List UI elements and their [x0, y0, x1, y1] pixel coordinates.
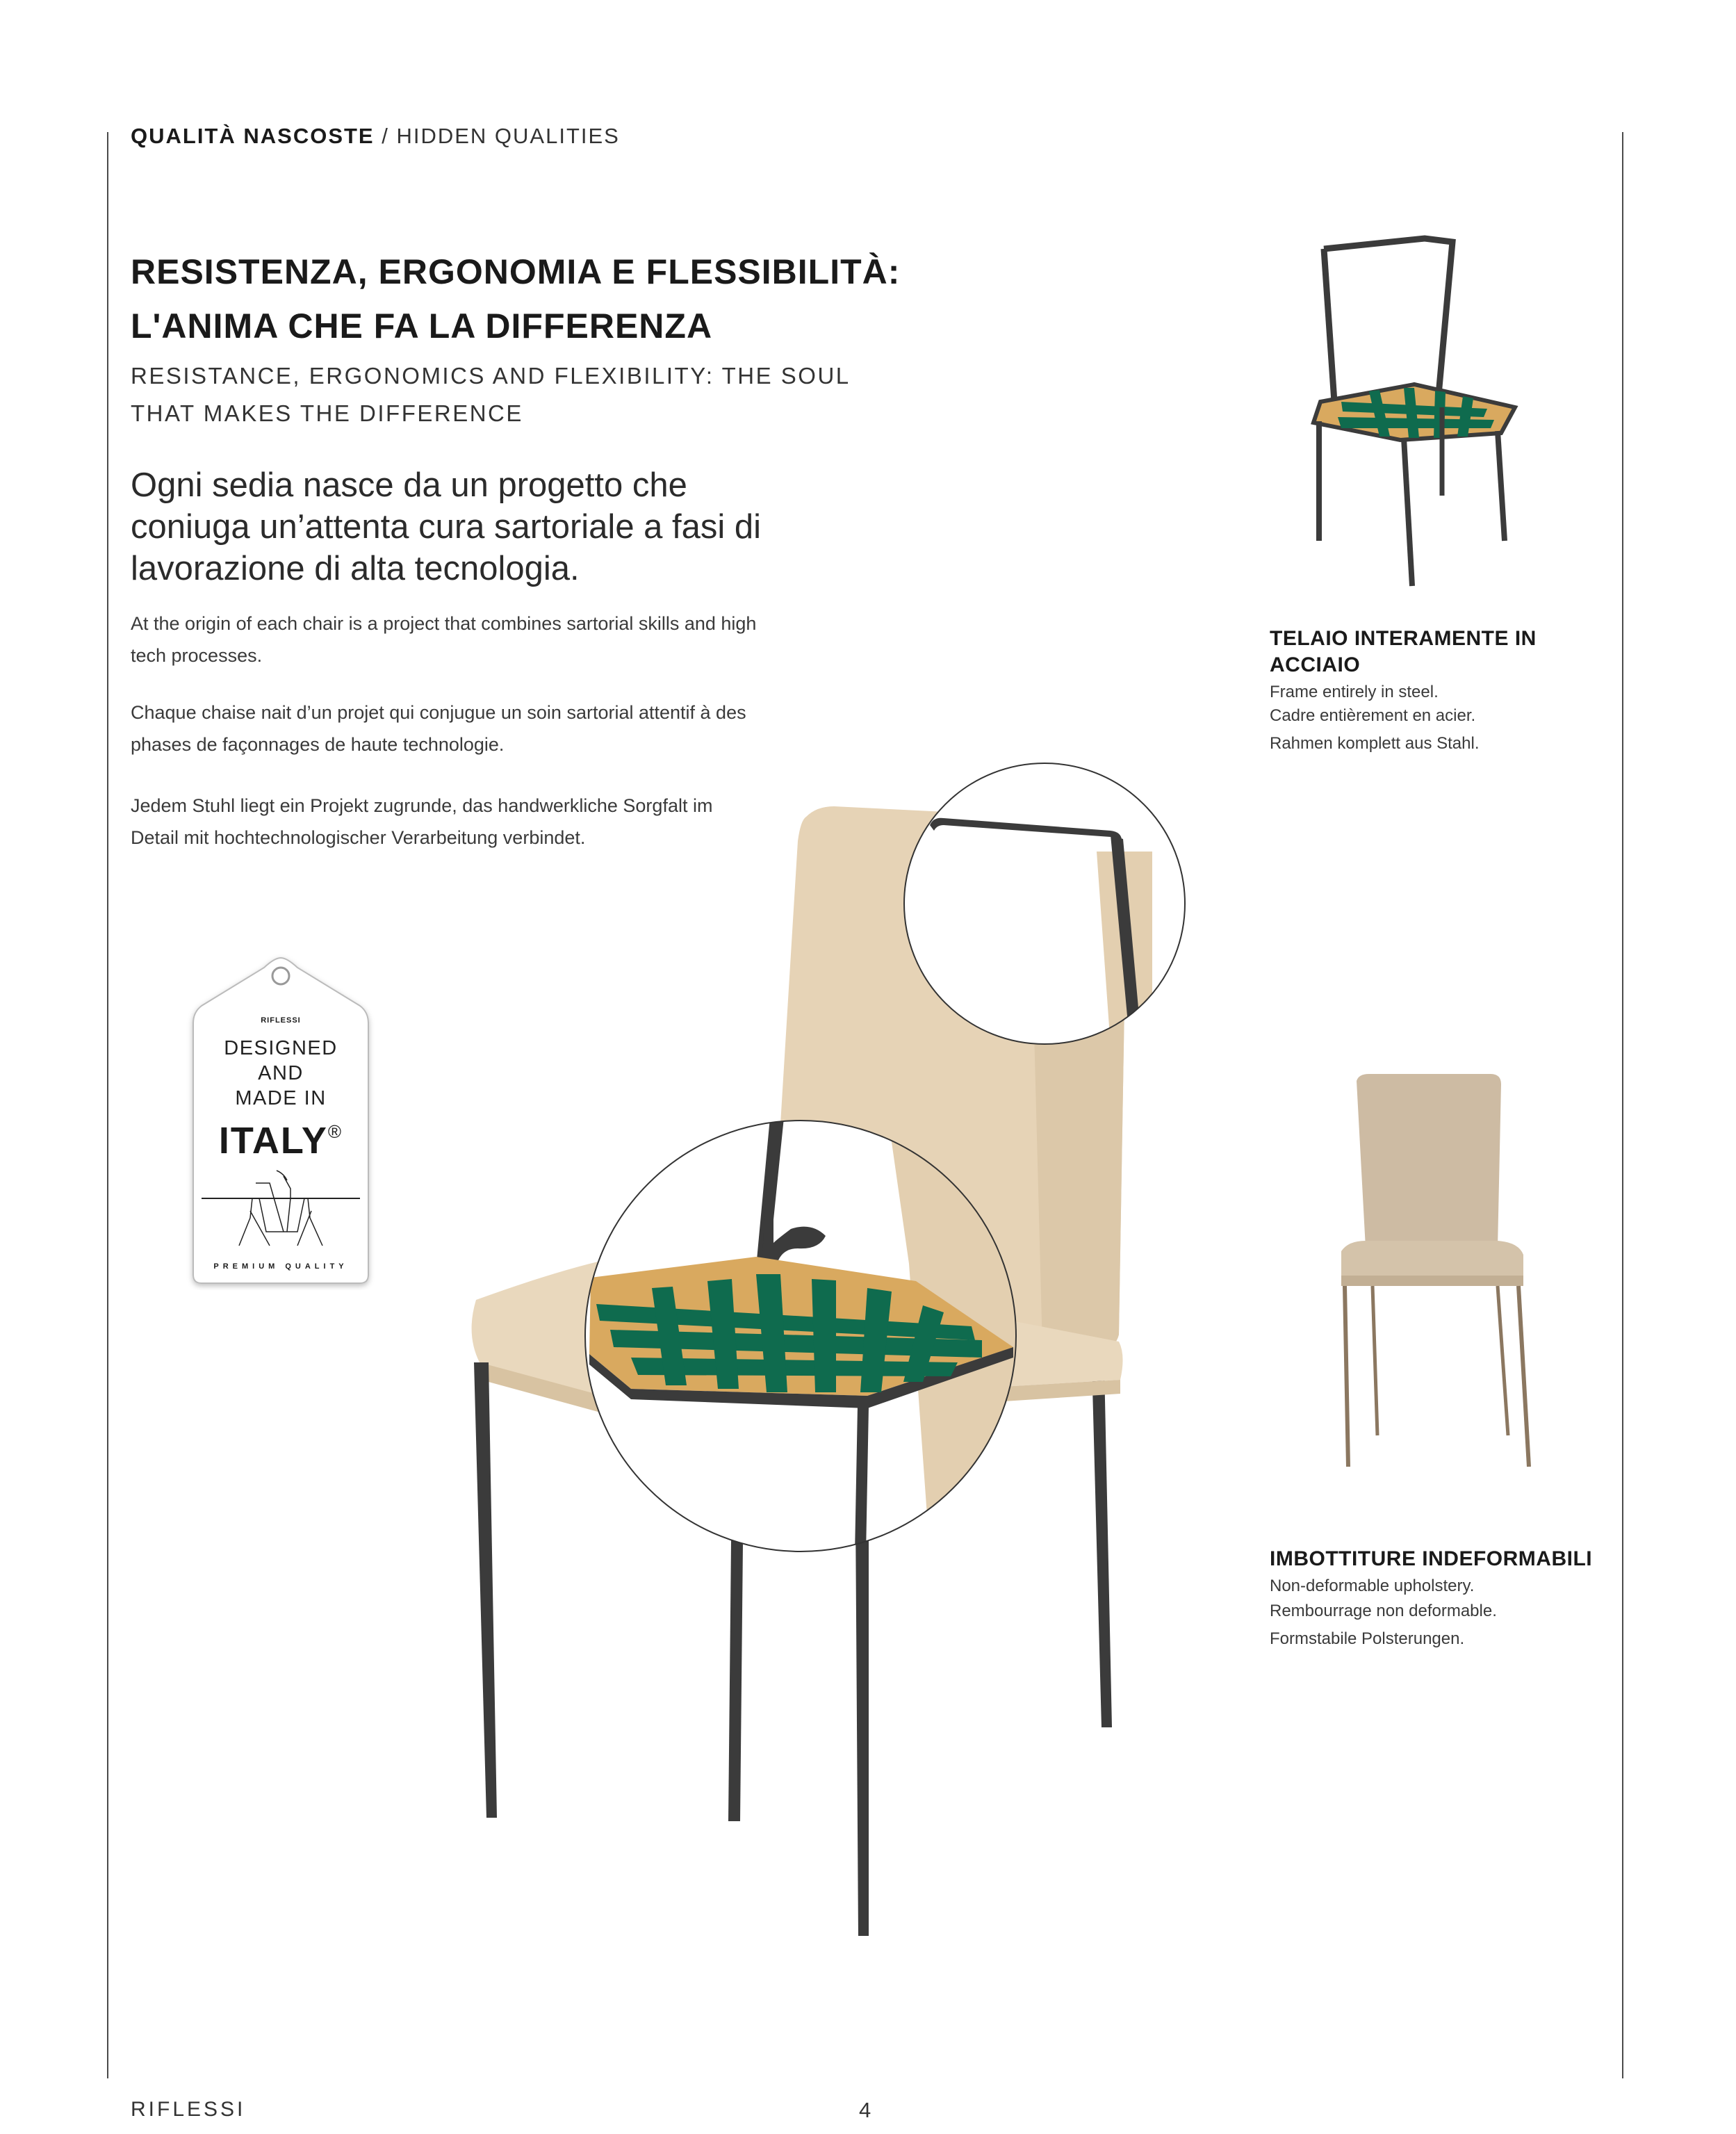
lead-line-3: lavorazione di alta tecnologia. [131, 550, 580, 587]
tag-line-and: AND [258, 1062, 304, 1084]
page-subtitle-line-1: RESISTANCE, ERGONOMICS AND FLEXIBILITY: THE SOUL [131, 363, 851, 389]
tag-registered-mark: ® [327, 1121, 343, 1142]
lead-line-1: Ogni sedia nasce da un progetto che [131, 466, 687, 504]
upholstered-chair-leg-2 [1373, 1286, 1377, 1435]
body-en-line-2: tech processes. [131, 645, 263, 666]
body-de-line-2: Detail mit hochtechnologischer Verarbeitung verbindet. [131, 827, 586, 848]
frame-detail-circle [902, 761, 1187, 1046]
feature-frame-title-2: ACCIAIO [1270, 653, 1361, 676]
lead-line-2: coniuga un’attenta cura sartoriale a fasi di [131, 508, 762, 546]
tag-brand: RIFLESSI [261, 1016, 301, 1025]
feature-frame-de: Rahmen komplett aus Stahl. [1270, 734, 1480, 753]
tag-country [186, 1111, 375, 1162]
body-fr-line-2: phases de façonnages de haute technologie. [131, 734, 505, 755]
page-title-line-2: L'ANIMA CHE FA LA DIFFERENZA [131, 307, 713, 345]
page-title-line-1: RESISTENZA, ERGONOMIA E FLESSIBILITÀ: [131, 252, 901, 291]
left-margin-rule [107, 132, 108, 2078]
made-in-italy-tag [186, 954, 375, 1290]
feature-frame-fr: Cadre entièrement en acier. [1270, 706, 1476, 725]
main-chair-front-leg-left [474, 1362, 497, 1818]
tag-country-text: ITALY [218, 1120, 328, 1162]
section-label-it: QUALITÀ NASCOSTE [131, 124, 375, 148]
section-label-en: HIDDEN QUALITIES [396, 124, 620, 148]
frame-chair-leg-2 [1404, 438, 1412, 586]
section-label [131, 124, 620, 149]
body-de-line-1: Jedem Stuhl liegt ein Projekt zugrunde, das handwerkliche Sorgfalt im [131, 795, 713, 816]
feature-upholstery-fr: Rembourrage non deformable. [1270, 1602, 1497, 1620]
right-margin-rule [1622, 132, 1623, 2078]
steel-frame-chair-image [1265, 235, 1598, 596]
seat-detail-circle [582, 1118, 1019, 1554]
frame-chair-leg-3 [1498, 431, 1505, 541]
page-title [131, 245, 965, 353]
tag-line-made-in: MADE IN [235, 1087, 327, 1109]
feature-upholstery-de: Formstabile Polsterungen. [1270, 1629, 1465, 1648]
upholstered-chair-leg-1 [1345, 1286, 1348, 1467]
feature-frame-title-1: TELAIO INTERAMENTE IN [1270, 627, 1537, 650]
page-number: 4 [859, 2098, 871, 2122]
upholstered-chair-seat [1341, 1241, 1523, 1276]
page-subtitle-line-2: THAT MAKES THE DIFFERENCE [131, 400, 523, 426]
tag-premium-quality: PREMIUM QUALITY [213, 1262, 348, 1271]
upholstered-chair-leg-4 [1518, 1286, 1529, 1467]
tag-hole [272, 968, 289, 984]
page-subtitle [131, 357, 860, 432]
upholstered-chair-backrest [1357, 1074, 1501, 1248]
upholstered-chair-leg-3 [1498, 1286, 1508, 1435]
upholstered-chair-image [1327, 1074, 1550, 1477]
lead-paragraph [131, 464, 840, 589]
body-paragraph-en [131, 608, 826, 671]
body-fr-line-1: Chaque chaise nait d’un projet qui conjugue un soin sartorial attentif à des [131, 702, 746, 723]
feature-upholstery-title: IMBOTTITURE INDEFORMABILI [1270, 1547, 1593, 1570]
feature-upholstery-en: Non-deformable upholstery. [1270, 1577, 1475, 1595]
section-label-separator: / [374, 124, 397, 148]
body-en-line-1: At the origin of each chair is a project that combines sartorial skills and high [131, 613, 757, 634]
feature-frame-en: Frame entirely in steel. [1270, 683, 1439, 701]
tag-line-designed: DESIGNED [224, 1037, 338, 1059]
frame-chair-back [1324, 238, 1452, 395]
footer-brand: RIFLESSI [131, 2098, 246, 2121]
